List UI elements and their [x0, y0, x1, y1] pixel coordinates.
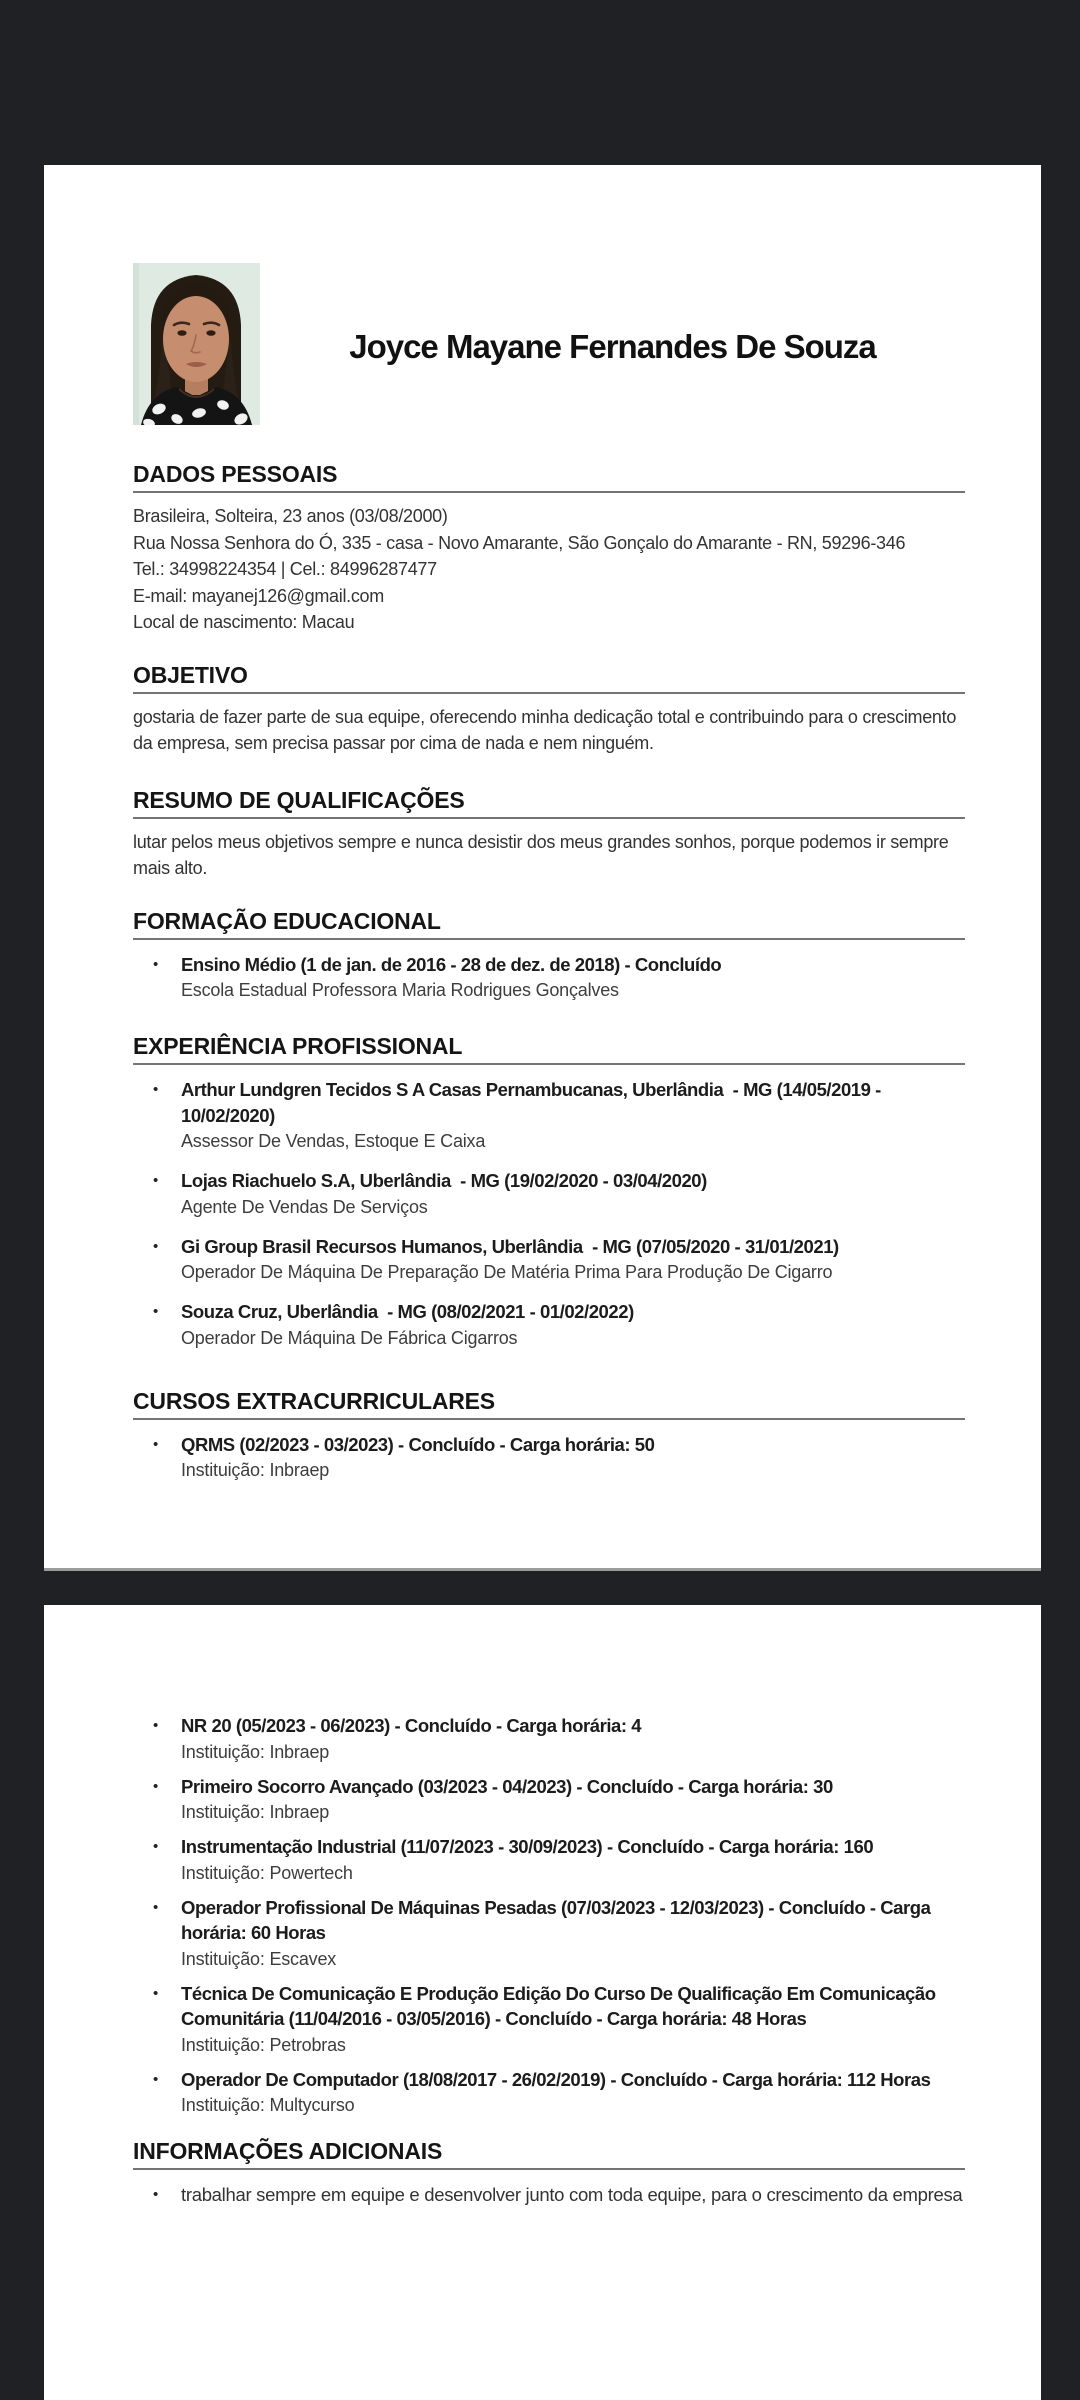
experience-title: Arthur Lundgren Tecidos S A Casas Pernambucanas, Uberlândia - MG (14/05/2019 - 10/02/2020) — [181, 1079, 886, 1126]
personal-line: Local de nascimento: Macau — [133, 612, 355, 632]
bullet-icon: • — [153, 1303, 159, 1320]
education-title: Ensino Médio (1 de jan. de 2016 - 28 de dez. de 2018) - Concluído — [181, 953, 722, 975]
additional-text: trabalhar sempre em equipe e desenvolver junto com toda equipe, para o crescimento da empresa — [181, 2184, 963, 2205]
course-subtitle: Instituição: Petrobras — [181, 2034, 346, 2055]
personal-line: Rua Nossa Senhora do Ó, 335 - casa - Novo Amarante, São Gonçalo do Amarante - RN, 59296-346 — [133, 532, 906, 553]
experience-item — [133, 1077, 965, 1154]
resume-header — [133, 263, 965, 425]
profile-photo-illustration — [133, 263, 260, 425]
course-subtitle: Instituição: Inbraep — [181, 1460, 330, 1480]
course-title: NR 20 (05/2023 - 06/2023) - Concluído - Carga horária: 4 — [181, 1715, 642, 1736]
section-heading-dados-pessoais: DADOS PESSOAIS — [133, 462, 965, 493]
bullet-icon: • — [153, 1172, 159, 1189]
course-item — [133, 1981, 965, 2058]
course-subtitle: Instituição: Powertech — [181, 1862, 353, 1883]
education-subtitle: Escola Estadual Professora Maria Rodrigues Gonçalves — [181, 980, 619, 1000]
bullet-icon: • — [153, 1717, 159, 1734]
bullet-icon: • — [153, 1984, 159, 2002]
course-subtitle: Instituição: Multycurso — [181, 2095, 355, 2115]
experience-title: Lojas Riachuelo S.A, Uberlândia - MG (19/02/2020 - 03/04/2020) — [181, 1170, 707, 1191]
course-item — [133, 1774, 965, 1826]
course-title: Instrumentação Industrial (11/07/2023 - 30/09/2023) - Concluído - Carga horária: 160 — [181, 1836, 874, 1857]
section-formacao-educacional — [133, 909, 965, 1004]
resume-page-1 — [44, 165, 1041, 1568]
course-title: Primeiro Socorro Avançado (03/2023 - 04/2023) - Concluído - Carga horária: 30 — [181, 1775, 833, 1797]
section-heading-objetivo: OBJETIVO — [133, 663, 965, 694]
course-title: Operador Profissional De Máquinas Pesadas (07/03/2023 - 12/03/2023) - Concluído - Carga horária: 60 Horas — [181, 1896, 936, 1943]
course-item — [133, 1834, 965, 1886]
experience-item — [133, 1299, 965, 1351]
experience-subtitle: Assessor De Vendas, Estoque E Caixa — [181, 1131, 486, 1151]
experience-subtitle: Operador De Máquina De Preparação De Matéria Prima Para Produção De Cigarro — [181, 1262, 833, 1282]
experience-subtitle: Operador De Máquina De Fábrica Cigarros — [181, 1327, 518, 1348]
section-resumo-qualificacoes — [133, 788, 965, 882]
section-dados-pessoais — [133, 462, 965, 636]
course-title: Técnica De Comunicação E Produção Edição Do Curso De Qualificação Em Comunicação Comunitária (11/04/2016 - 03/05/2016) - Concluído - Carga horária: 48 Horas — [181, 1982, 941, 2029]
course-item — [133, 1432, 965, 1484]
course-item — [133, 1713, 965, 1765]
section-cursos-continuacao — [133, 1713, 965, 2118]
course-title: QRMS (02/2023 - 03/2023) - Concluído - Carga horária: 50 — [181, 1433, 655, 1455]
course-item — [133, 2067, 965, 2119]
bullet-icon: • — [153, 1435, 159, 1453]
section-cursos-extracurriculares — [133, 1389, 965, 1484]
bullet-icon: • — [153, 1777, 159, 1795]
objective-text: gostaria de fazer parte de sua equipe, oferecendo minha dedicação total e contribuindo para o crescimento da empresa, sem precisa passar por cima de nada e nem ninguém. — [133, 706, 961, 753]
qualifications-text: lutar pelos meus objetivos sempre e nunca desistir dos meus grandes sonhos, porque podemos ir sempre mais alto. — [133, 831, 954, 878]
course-item — [133, 1895, 965, 1972]
section-heading-cursos: CURSOS EXTRACURRICULARES — [133, 1389, 965, 1420]
personal-line: E-mail: mayanej126@gmail.com — [133, 585, 384, 606]
section-heading-informacoes: INFORMAÇÕES ADICIONAIS — [133, 2139, 965, 2170]
candidate-name: Joyce Mayane Fernandes De Souza — [349, 328, 876, 365]
course-subtitle: Instituição: Inbraep — [181, 1741, 330, 1762]
personal-line: Brasileira, Solteira, 23 anos (03/08/2000) — [133, 506, 448, 526]
section-heading-resumo: RESUMO DE QUALIFICAÇÕES — [133, 788, 965, 819]
resume-page-2 — [44, 1605, 1041, 2400]
education-item — [133, 952, 965, 1004]
bullet-icon: • — [153, 1898, 159, 1916]
section-experiencia-profissional — [133, 1034, 965, 1351]
bullet-icon: • — [153, 1838, 159, 1855]
section-informacoes-adicionais — [133, 2139, 965, 2208]
course-title: Operador De Computador (18/08/2017 - 26/02/2019) - Concluído - Carga horária: 112 Horas — [181, 2068, 931, 2090]
section-heading-formacao: FORMAÇÃO EDUCACIONAL — [133, 909, 965, 940]
bullet-icon: • — [153, 1237, 159, 1255]
section-objetivo — [133, 663, 965, 757]
profile-photo — [133, 263, 260, 425]
course-subtitle: Instituição: Escavex — [181, 1948, 337, 1969]
experience-item — [133, 1168, 965, 1220]
bullet-icon: • — [153, 955, 159, 973]
experience-subtitle: Agente De Vendas De Serviços — [181, 1196, 428, 1217]
section-heading-experiencia: EXPERIÊNCIA PROFISSIONAL — [133, 1034, 965, 1065]
bullet-icon: • — [153, 2186, 159, 2203]
experience-title: Souza Cruz, Uberlândia - MG (08/02/2021 - 01/02/2022) — [181, 1301, 634, 1322]
personal-line: Tel.: 34998224354 | Cel.: 84996287477 — [133, 559, 437, 579]
bullet-icon: • — [153, 1081, 159, 1098]
experience-title: Gi Group Brasil Recursos Humanos, Uberlândia - MG (07/05/2020 - 31/01/2021) — [181, 1235, 839, 1257]
experience-item — [133, 1234, 965, 1286]
additional-item — [133, 2182, 965, 2208]
bullet-icon: • — [153, 2070, 159, 2088]
course-subtitle: Instituição: Inbraep — [181, 1802, 330, 1822]
